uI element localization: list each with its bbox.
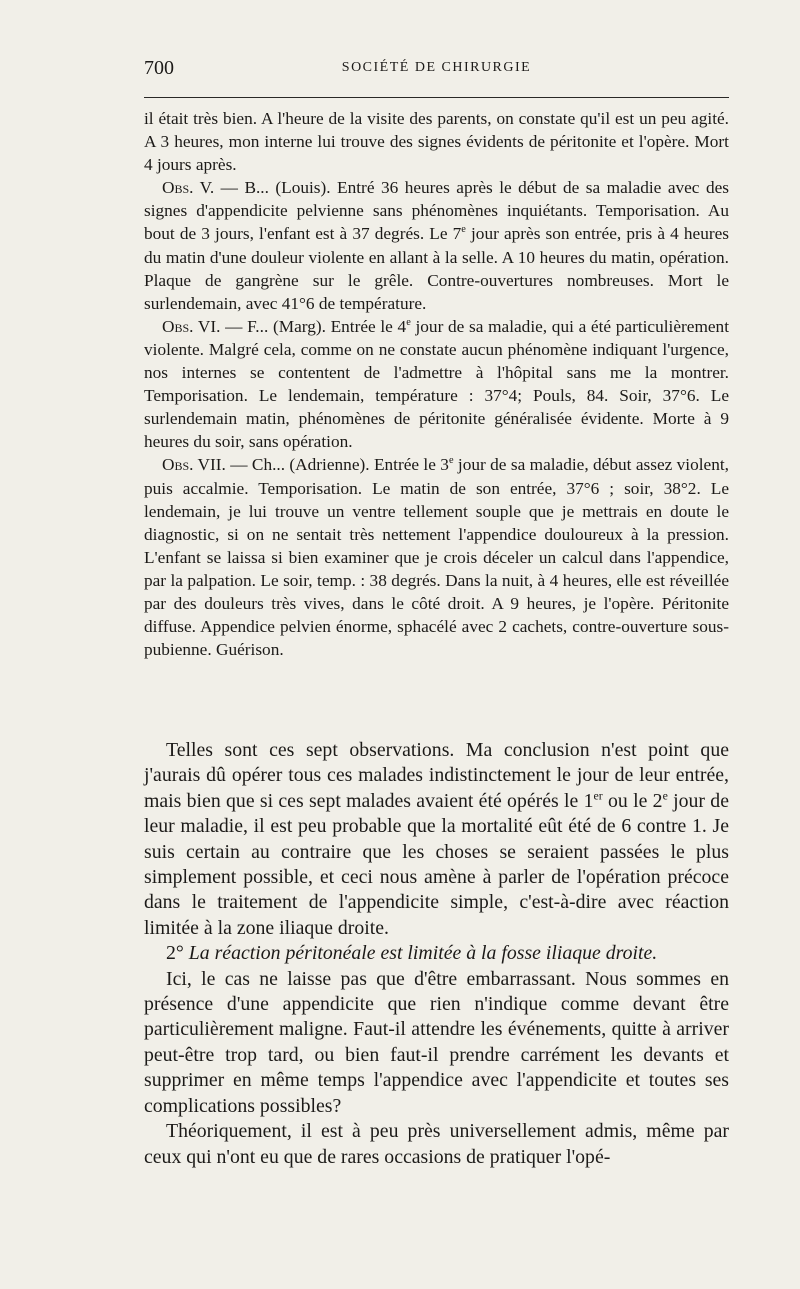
header-rule	[144, 97, 729, 98]
running-title: SOCIÉTÉ DE CHIRURGIE	[341, 60, 532, 75]
theory-paragraph: Théoriquement, il est à peu près universellement admis, même par ceux qui n'ont eu que de rares occasions de pratiquer l'opé-	[144, 1120, 729, 1168]
running-header	[144, 57, 729, 83]
section-heading	[144, 941, 729, 966]
observation-6: Obs. VI. — F... (Marg). Entrée le 4e jour de sa maladie, qui a été particulièrement violente. Malgré cela, comme on ne constate aucun phénomène indiquant l'urgence, nos internes se contentent de l'admettre à l'hôpital sans me la montrer. Temporisation. Le lendemain, température : 37°4; Pouls, 84. Soir, 37°6. Le surlendemain matin, phénomènes de péritonite généralisée évidente. Morte à 9 heures du soir, sans opération.	[144, 316, 729, 452]
conclusion-paragraph: Telles sont ces sept observations. Ma conclusion n'est point que j'aurais dû opérer tous ces malades indistinctement le jour de leur entrée, mais bien que si ces sept malades avaient été opérés le 1er ou le 2e jour de leur maladie, il est peu probable que la mortalité eût été de 6 contre 1. Je suis certain au contraire que les choses se seraient passées le plus simplement possible, et ceci nous amène à parler de l'opération précoce dans le traitement de l'appendicite simple, c'est-à-dire avec réaction limitée à la zone iliaque droite.	[144, 739, 729, 939]
main-text-section	[144, 738, 729, 1170]
observations-section	[144, 107, 729, 661]
obs-label: Obs. VII. —	[162, 455, 248, 475]
observation-7: Obs. VII. — Ch... (Adrienne). Entrée le 3e jour de sa maladie, début assez violent, puis accalmie. Temporisation. Le matin de son entrée, 37°6 ; soir, 38°2. Le lendemain, je lui trouve un ventre tellement souple que je mettrais en doute le diagnostic, si on ne sentait très nettement l'appendice douloureux à la pression. L'enfant se laissa si bien examiner que je crois déceler un calcul dans l'appendice, par la palpation. Le soir, temp. : 38 degrés. Dans la nuit, à 4 heures, elle est réveillée par des douleurs très vives, dans le côté droit. A 9 heures, je l'opère. Péritonite diffuse. Appendice pelvien énorme, sphacélé avec 2 cachets, contre-ouverture sous-pubienne. Guérison.	[144, 455, 729, 660]
observation-continuation: il était très bien. A l'heure de la visite des parents, on constate qu'il est un peu agité. A 3 heures, mon interne lui trouve des signes évidents de péritonite et l'opère. Mort 4 jours après.	[144, 109, 729, 175]
page-number: 700	[144, 57, 174, 79]
section-number: 2°	[166, 942, 184, 965]
observation-5: Obs. V. — B... (Louis). Entré 36 heures après le début de sa maladie avec des signes d'appendicite pelvienne sans phénomènes inquiétants. Temporisation. Au bout de 3 jours, l'enfant est à 37 degrés. Le 7e jour après son entrée, pris à 4 heures du matin d'une douleur violente en allant à la selle. A 10 heures du matin, opération. Plaque de gangrène sur le grêle. Contre-ouvertures nombreuses. Mort le surlendemain, avec 41°6 de température.	[144, 178, 730, 313]
section-title: La réaction péritonéale est limitée à la fosse iliaque droite.	[188, 942, 658, 965]
obs-label: Obs. VI. —	[162, 316, 243, 336]
obs-label: Obs. V. —	[162, 178, 238, 198]
discussion-paragraph: Ici, le cas ne laisse pas que d'être embarrassant. Nous sommes en présence d'une appendicite que rien n'indique comme devant être particulièrement maligne. Faut-il attendre les événements, quitte à arriver peut-être trop tard, ou bien faut-il prendre carrément les devants et supprimer en même temps l'appendice avec l'appendicite et toutes ses complications possibles?	[144, 967, 729, 1117]
